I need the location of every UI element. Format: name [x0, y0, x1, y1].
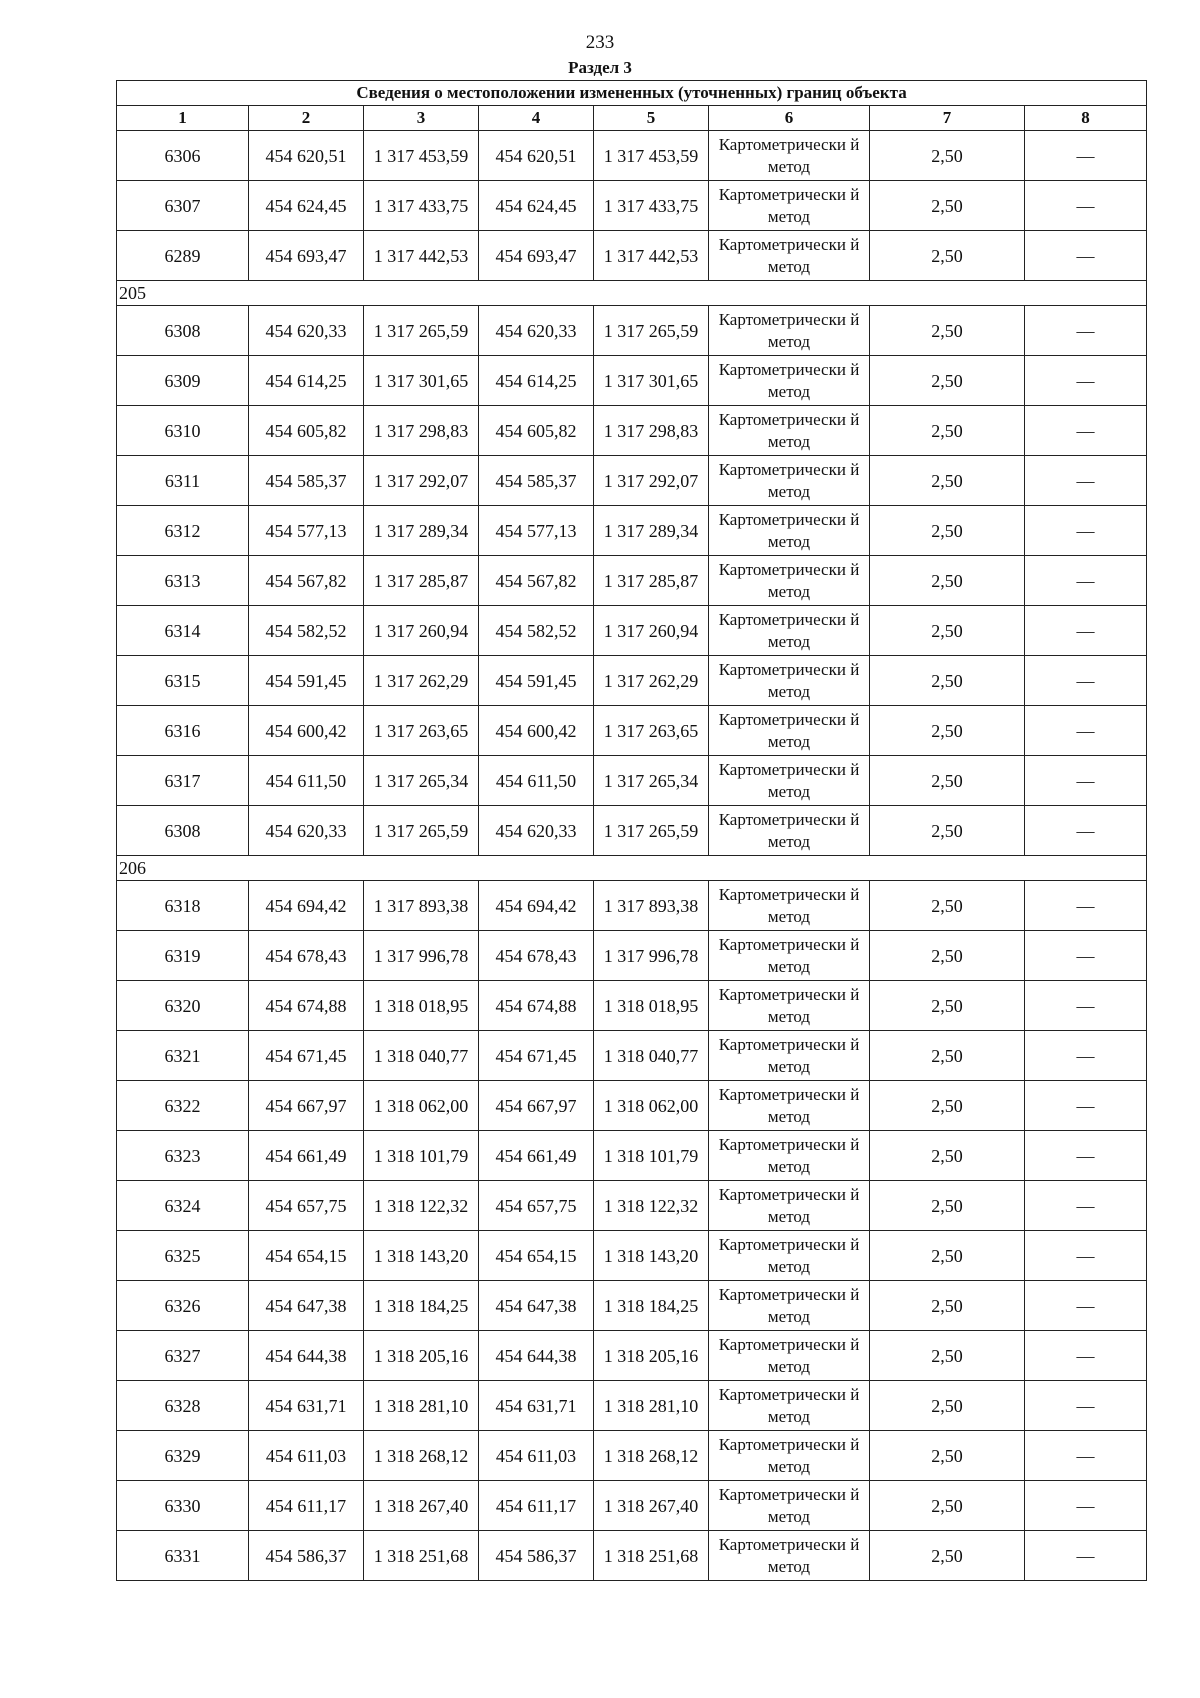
description-cell: —: [1025, 881, 1147, 931]
accuracy-cell: 2,50: [870, 1181, 1025, 1231]
y-new-cell: 1 317 265,34: [594, 756, 709, 806]
accuracy-cell: 2,50: [870, 881, 1025, 931]
y-new-cell: 1 318 205,16: [594, 1331, 709, 1381]
x-old-cell: 454 586,37: [249, 1531, 364, 1581]
x-old-cell: 454 657,75: [249, 1181, 364, 1231]
y-old-cell: 1 318 205,16: [364, 1331, 479, 1381]
x-old-cell: 454 600,42: [249, 706, 364, 756]
point-number-cell: 6320: [117, 981, 249, 1031]
y-new-cell: 1 317 263,65: [594, 706, 709, 756]
point-number-cell: 6317: [117, 756, 249, 806]
table-row: [117, 1231, 1147, 1281]
description-cell: —: [1025, 1031, 1147, 1081]
description-cell: —: [1025, 1131, 1147, 1181]
y-old-cell: 1 317 442,53: [364, 231, 479, 281]
accuracy-cell: 2,50: [870, 1381, 1025, 1431]
point-number-cell: 6316: [117, 706, 249, 756]
point-number-cell: 6312: [117, 506, 249, 556]
y-new-cell: 1 317 453,59: [594, 131, 709, 181]
x-old-cell: 454 620,33: [249, 806, 364, 856]
table-row: [117, 1431, 1147, 1481]
point-number-cell: 6289: [117, 231, 249, 281]
x-new-cell: 454 678,43: [479, 931, 594, 981]
description-cell: —: [1025, 706, 1147, 756]
method-cell: Картометрически й метод: [709, 181, 870, 231]
method-cell: Картометрически й метод: [709, 131, 870, 181]
x-new-cell: 454 644,38: [479, 1331, 594, 1381]
method-cell: Картометрически й метод: [709, 456, 870, 506]
point-number-cell: 6309: [117, 356, 249, 406]
x-old-cell: 454 582,52: [249, 606, 364, 656]
accuracy-cell: 2,50: [870, 1281, 1025, 1331]
table-row: [117, 181, 1147, 231]
x-new-cell: 454 611,17: [479, 1481, 594, 1531]
y-new-cell: 1 318 062,00: [594, 1081, 709, 1131]
method-cell: Картометрически й метод: [709, 406, 870, 456]
x-new-cell: 454 631,71: [479, 1381, 594, 1431]
point-number-cell: 6315: [117, 656, 249, 706]
y-old-cell: 1 318 281,10: [364, 1381, 479, 1431]
x-old-cell: 454 611,03: [249, 1431, 364, 1481]
table-row: [117, 606, 1147, 656]
accuracy-cell: 2,50: [870, 1531, 1025, 1581]
y-new-cell: 1 318 184,25: [594, 1281, 709, 1331]
method-cell: Картометрически й метод: [709, 1281, 870, 1331]
accuracy-cell: 2,50: [870, 606, 1025, 656]
x-new-cell: 454 591,45: [479, 656, 594, 706]
contour-group-row: [117, 856, 1147, 881]
table-row: [117, 231, 1147, 281]
y-old-cell: 1 318 184,25: [364, 1281, 479, 1331]
point-number-cell: 6330: [117, 1481, 249, 1531]
method-cell: Картометрически й метод: [709, 806, 870, 856]
method-cell: Картометрически й метод: [709, 1131, 870, 1181]
table-row: [117, 506, 1147, 556]
y-old-cell: 1 317 433,75: [364, 181, 479, 231]
x-new-cell: 454 620,33: [479, 806, 594, 856]
table-row: [117, 306, 1147, 356]
table-body: [117, 131, 1147, 1581]
description-cell: —: [1025, 456, 1147, 506]
x-new-cell: 454 624,45: [479, 181, 594, 231]
y-old-cell: 1 318 040,77: [364, 1031, 479, 1081]
point-number-cell: 6313: [117, 556, 249, 606]
y-old-cell: 1 318 122,32: [364, 1181, 479, 1231]
point-number-cell: 6326: [117, 1281, 249, 1331]
table-row: [117, 981, 1147, 1031]
description-cell: —: [1025, 1431, 1147, 1481]
y-new-cell: 1 317 285,87: [594, 556, 709, 606]
accuracy-cell: 2,50: [870, 1481, 1025, 1531]
description-cell: —: [1025, 1081, 1147, 1131]
description-cell: —: [1025, 1531, 1147, 1581]
x-new-cell: 454 693,47: [479, 231, 594, 281]
x-new-cell: 454 671,45: [479, 1031, 594, 1081]
x-old-cell: 454 605,82: [249, 406, 364, 456]
x-new-cell: 454 614,25: [479, 356, 594, 406]
boundary-coordinates-table: [116, 80, 1147, 1581]
method-cell: Картометрически й метод: [709, 981, 870, 1031]
method-cell: Картометрически й метод: [709, 656, 870, 706]
y-new-cell: 1 317 292,07: [594, 456, 709, 506]
accuracy-cell: 2,50: [870, 356, 1025, 406]
accuracy-cell: 2,50: [870, 306, 1025, 356]
y-old-cell: 1 317 996,78: [364, 931, 479, 981]
method-cell: Картометрически й метод: [709, 356, 870, 406]
point-number-cell: 6318: [117, 881, 249, 931]
section-title: Раздел 3: [568, 58, 632, 77]
method-cell: Картометрически й метод: [709, 606, 870, 656]
description-cell: —: [1025, 931, 1147, 981]
point-number-cell: 6323: [117, 1131, 249, 1181]
point-number-cell: 6314: [117, 606, 249, 656]
table-row: [117, 406, 1147, 456]
accuracy-cell: 2,50: [870, 181, 1025, 231]
y-old-cell: 1 318 267,40: [364, 1481, 479, 1531]
y-new-cell: 1 318 101,79: [594, 1131, 709, 1181]
x-new-cell: 454 620,51: [479, 131, 594, 181]
point-number-cell: 6327: [117, 1331, 249, 1381]
x-new-cell: 454 567,82: [479, 556, 594, 606]
y-new-cell: 1 318 143,20: [594, 1231, 709, 1281]
x-old-cell: 454 671,45: [249, 1031, 364, 1081]
table-row: [117, 706, 1147, 756]
x-new-cell: 454 605,82: [479, 406, 594, 456]
description-cell: —: [1025, 756, 1147, 806]
point-number-cell: 6321: [117, 1031, 249, 1081]
table-row: [117, 1131, 1147, 1181]
description-cell: —: [1025, 656, 1147, 706]
x-old-cell: 454 694,42: [249, 881, 364, 931]
x-old-cell: 454 631,71: [249, 1381, 364, 1431]
y-old-cell: 1 318 018,95: [364, 981, 479, 1031]
point-number-cell: 6331: [117, 1531, 249, 1581]
x-old-cell: 454 620,33: [249, 306, 364, 356]
point-number-cell: 6308: [117, 306, 249, 356]
y-new-cell: 1 317 260,94: [594, 606, 709, 656]
contour-number-label: 205: [117, 281, 1147, 306]
description-cell: —: [1025, 131, 1147, 181]
method-cell: Картометрически й метод: [709, 1481, 870, 1531]
y-old-cell: 1 318 062,00: [364, 1081, 479, 1131]
y-new-cell: 1 318 040,77: [594, 1031, 709, 1081]
table-row: [117, 456, 1147, 506]
table-row: [117, 1481, 1147, 1531]
x-new-cell: 454 654,15: [479, 1231, 594, 1281]
y-new-cell: 1 317 265,59: [594, 306, 709, 356]
accuracy-cell: 2,50: [870, 456, 1025, 506]
accuracy-cell: 2,50: [870, 1331, 1025, 1381]
y-old-cell: 1 317 265,59: [364, 806, 479, 856]
point-number-cell: 6307: [117, 181, 249, 231]
point-number-cell: 6324: [117, 1181, 249, 1231]
table-row: [117, 656, 1147, 706]
accuracy-cell: 2,50: [870, 1431, 1025, 1481]
method-cell: Картометрически й метод: [709, 931, 870, 981]
x-old-cell: 454 647,38: [249, 1281, 364, 1331]
table-row: [117, 1331, 1147, 1381]
y-old-cell: 1 317 292,07: [364, 456, 479, 506]
method-cell: Картометрически й метод: [709, 1031, 870, 1081]
point-number-cell: 6311: [117, 456, 249, 506]
x-new-cell: 454 620,33: [479, 306, 594, 356]
y-old-cell: 1 318 268,12: [364, 1431, 479, 1481]
description-cell: —: [1025, 606, 1147, 656]
accuracy-cell: 2,50: [870, 806, 1025, 856]
x-old-cell: 454 620,51: [249, 131, 364, 181]
x-new-cell: 454 586,37: [479, 1531, 594, 1581]
y-new-cell: 1 318 018,95: [594, 981, 709, 1031]
x-new-cell: 454 585,37: [479, 456, 594, 506]
y-old-cell: 1 317 298,83: [364, 406, 479, 456]
x-old-cell: 454 591,45: [249, 656, 364, 706]
column-number: 6: [709, 106, 870, 131]
table-row: [117, 556, 1147, 606]
x-new-cell: 454 611,50: [479, 756, 594, 806]
page-number: 233: [585, 32, 615, 53]
description-cell: —: [1025, 1181, 1147, 1231]
y-new-cell: 1 317 289,34: [594, 506, 709, 556]
column-number: 4: [479, 106, 594, 131]
point-number-cell: 6308: [117, 806, 249, 856]
y-old-cell: 1 317 265,34: [364, 756, 479, 806]
y-old-cell: 1 317 289,34: [364, 506, 479, 556]
x-old-cell: 454 585,37: [249, 456, 364, 506]
description-cell: —: [1025, 1381, 1147, 1431]
method-cell: Картометрически й метод: [709, 1331, 870, 1381]
x-old-cell: 454 567,82: [249, 556, 364, 606]
column-number: 3: [364, 106, 479, 131]
description-cell: —: [1025, 231, 1147, 281]
point-number-cell: 6319: [117, 931, 249, 981]
description-cell: —: [1025, 806, 1147, 856]
accuracy-cell: 2,50: [870, 756, 1025, 806]
table-row: [117, 806, 1147, 856]
method-cell: Картометрически й метод: [709, 556, 870, 606]
description-cell: —: [1025, 1231, 1147, 1281]
x-old-cell: 454 611,50: [249, 756, 364, 806]
table-row: [117, 1181, 1147, 1231]
method-cell: Картометрически й метод: [709, 1181, 870, 1231]
description-cell: —: [1025, 556, 1147, 606]
y-new-cell: 1 318 281,10: [594, 1381, 709, 1431]
table-row: [117, 131, 1147, 181]
description-cell: —: [1025, 1281, 1147, 1331]
column-number-row: [117, 106, 1147, 131]
x-old-cell: 454 611,17: [249, 1481, 364, 1531]
y-new-cell: 1 318 122,32: [594, 1181, 709, 1231]
description-cell: —: [1025, 1481, 1147, 1531]
point-number-cell: 6322: [117, 1081, 249, 1131]
table-row: [117, 881, 1147, 931]
table-row: [117, 1531, 1147, 1581]
method-cell: Картометрически й метод: [709, 881, 870, 931]
y-old-cell: 1 317 260,94: [364, 606, 479, 656]
y-new-cell: 1 318 268,12: [594, 1431, 709, 1481]
contour-group-row: [117, 281, 1147, 306]
x-old-cell: 454 674,88: [249, 981, 364, 1031]
accuracy-cell: 2,50: [870, 1231, 1025, 1281]
point-number-cell: 6306: [117, 131, 249, 181]
y-new-cell: 1 317 442,53: [594, 231, 709, 281]
y-new-cell: 1 317 433,75: [594, 181, 709, 231]
table-row: [117, 756, 1147, 806]
accuracy-cell: 2,50: [870, 406, 1025, 456]
description-cell: —: [1025, 306, 1147, 356]
y-old-cell: 1 317 285,87: [364, 556, 479, 606]
y-new-cell: 1 317 265,59: [594, 806, 709, 856]
accuracy-cell: 2,50: [870, 506, 1025, 556]
column-number: 1: [117, 106, 249, 131]
y-old-cell: 1 318 251,68: [364, 1531, 479, 1581]
y-new-cell: 1 317 996,78: [594, 931, 709, 981]
method-cell: Картометрически й метод: [709, 506, 870, 556]
x-new-cell: 454 647,38: [479, 1281, 594, 1331]
table-row: [117, 1031, 1147, 1081]
accuracy-cell: 2,50: [870, 556, 1025, 606]
accuracy-cell: 2,50: [870, 706, 1025, 756]
method-cell: Картометрически й метод: [709, 706, 870, 756]
description-cell: —: [1025, 356, 1147, 406]
accuracy-cell: 2,50: [870, 1081, 1025, 1131]
column-number: 8: [1025, 106, 1147, 131]
x-old-cell: 454 693,47: [249, 231, 364, 281]
x-new-cell: 454 674,88: [479, 981, 594, 1031]
y-old-cell: 1 317 262,29: [364, 656, 479, 706]
x-new-cell: 454 661,49: [479, 1131, 594, 1181]
column-number: 5: [594, 106, 709, 131]
y-new-cell: 1 318 251,68: [594, 1531, 709, 1581]
method-cell: Картометрически й метод: [709, 1381, 870, 1431]
x-new-cell: 454 577,13: [479, 506, 594, 556]
x-old-cell: 454 624,45: [249, 181, 364, 231]
method-cell: Картометрически й метод: [709, 1081, 870, 1131]
x-old-cell: 454 678,43: [249, 931, 364, 981]
point-number-cell: 6328: [117, 1381, 249, 1431]
x-new-cell: 454 600,42: [479, 706, 594, 756]
y-new-cell: 1 317 262,29: [594, 656, 709, 706]
x-old-cell: 454 661,49: [249, 1131, 364, 1181]
method-cell: Картометрически й метод: [709, 1431, 870, 1481]
table-caption: Сведения о местоположении измененных (уточненных) границ объекта: [117, 81, 1147, 106]
table-row: [117, 356, 1147, 406]
column-number: 2: [249, 106, 364, 131]
method-cell: Картометрически й метод: [709, 756, 870, 806]
accuracy-cell: 2,50: [870, 1031, 1025, 1081]
y-old-cell: 1 317 453,59: [364, 131, 479, 181]
y-new-cell: 1 317 893,38: [594, 881, 709, 931]
x-old-cell: 454 644,38: [249, 1331, 364, 1381]
description-cell: —: [1025, 406, 1147, 456]
column-number: 7: [870, 106, 1025, 131]
y-old-cell: 1 317 893,38: [364, 881, 479, 931]
table-row: [117, 1081, 1147, 1131]
table-row: [117, 1281, 1147, 1331]
x-old-cell: 454 667,97: [249, 1081, 364, 1131]
method-cell: Картометрически й метод: [709, 231, 870, 281]
accuracy-cell: 2,50: [870, 1131, 1025, 1181]
x-old-cell: 454 654,15: [249, 1231, 364, 1281]
x-new-cell: 454 694,42: [479, 881, 594, 931]
y-old-cell: 1 317 301,65: [364, 356, 479, 406]
y-new-cell: 1 318 267,40: [594, 1481, 709, 1531]
y-new-cell: 1 317 301,65: [594, 356, 709, 406]
accuracy-cell: 2,50: [870, 231, 1025, 281]
table-row: [117, 1381, 1147, 1431]
accuracy-cell: 2,50: [870, 931, 1025, 981]
x-old-cell: 454 614,25: [249, 356, 364, 406]
method-cell: Картометрически й метод: [709, 1231, 870, 1281]
description-cell: —: [1025, 181, 1147, 231]
y-old-cell: 1 317 265,59: [364, 306, 479, 356]
y-old-cell: 1 318 101,79: [364, 1131, 479, 1181]
accuracy-cell: 2,50: [870, 131, 1025, 181]
accuracy-cell: 2,50: [870, 981, 1025, 1031]
contour-number-label: 206: [117, 856, 1147, 881]
y-new-cell: 1 317 298,83: [594, 406, 709, 456]
x-new-cell: 454 657,75: [479, 1181, 594, 1231]
description-cell: —: [1025, 506, 1147, 556]
description-cell: —: [1025, 1331, 1147, 1381]
point-number-cell: 6310: [117, 406, 249, 456]
method-cell: Картометрически й метод: [709, 306, 870, 356]
accuracy-cell: 2,50: [870, 656, 1025, 706]
table-row: [117, 931, 1147, 981]
x-new-cell: 454 667,97: [479, 1081, 594, 1131]
method-cell: Картометрически й метод: [709, 1531, 870, 1581]
x-new-cell: 454 582,52: [479, 606, 594, 656]
point-number-cell: 6325: [117, 1231, 249, 1281]
y-old-cell: 1 318 143,20: [364, 1231, 479, 1281]
description-cell: —: [1025, 981, 1147, 1031]
point-number-cell: 6329: [117, 1431, 249, 1481]
x-new-cell: 454 611,03: [479, 1431, 594, 1481]
x-old-cell: 454 577,13: [249, 506, 364, 556]
y-old-cell: 1 317 263,65: [364, 706, 479, 756]
